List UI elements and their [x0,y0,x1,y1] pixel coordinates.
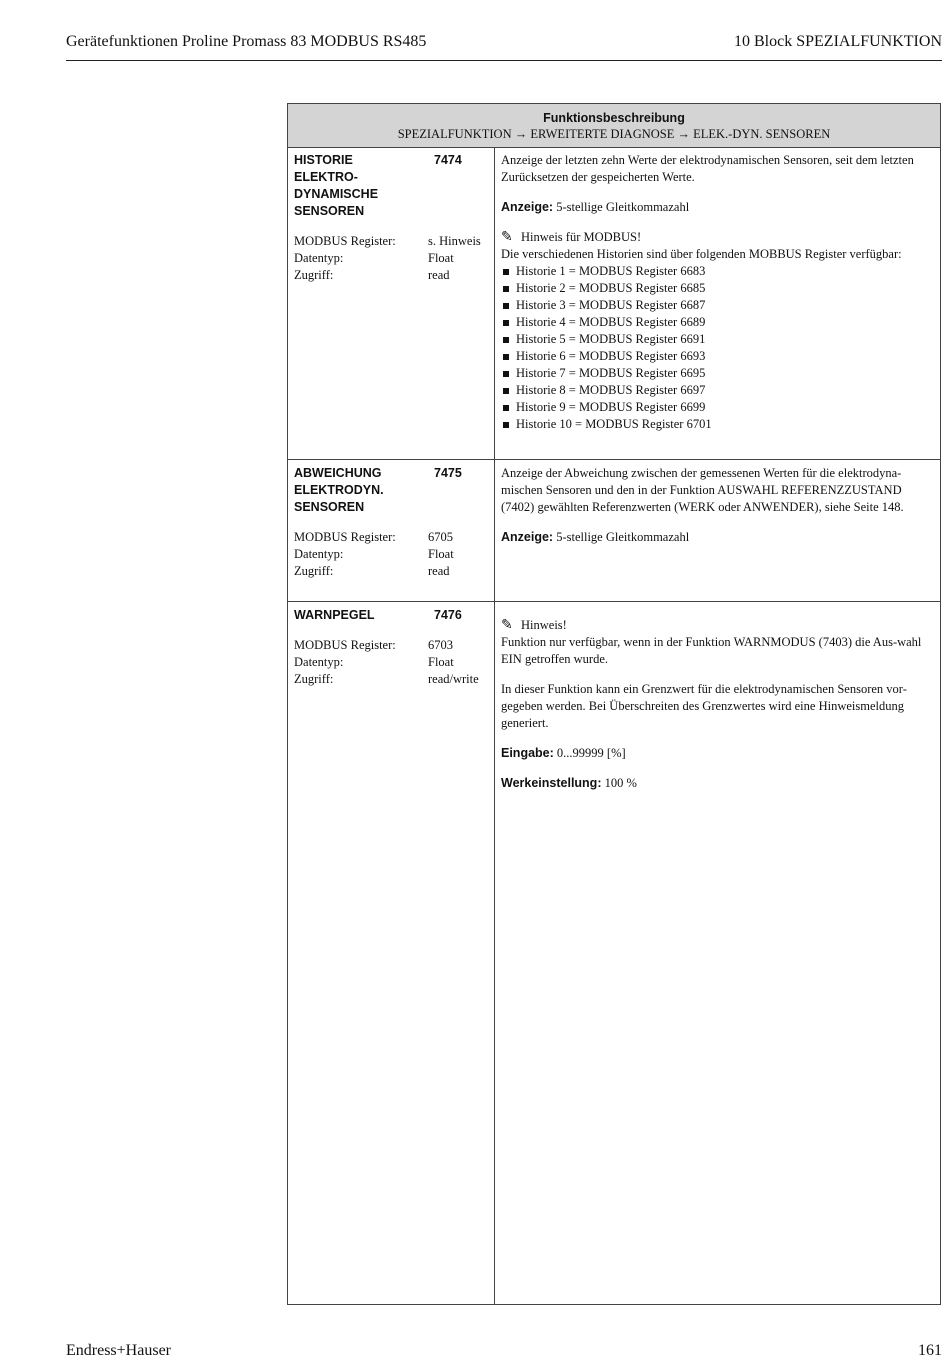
column-divider [494,148,495,1304]
header-rule [66,60,942,61]
default-value: 100 % [604,776,637,790]
param-name-line: WARNPEGEL [294,608,375,622]
description: Anzeige der Abweichung zwischen der gemessenen Werten für die elektrodyna-mischen Sensoren und den in der Funktion AUSWAHL REFERENZZUSTAND (7402) gewählten Referenzwerten (WERK oder ANWENDER), siehe Seite 148. [501,466,904,514]
datatype-label: Datentyp: [294,655,344,669]
display-value: 5-stellige Gleitkommazahl [556,530,690,544]
row-7474-meta [294,152,490,284]
footer-brand: Endress+Hauser [66,1342,171,1359]
row-7474-description [501,152,933,433]
display-label: Anzeige: [501,530,554,544]
datatype-value: Float [428,655,454,669]
param-name-line: ABWEICHUNG [294,466,382,480]
page-number: 161 [918,1342,942,1359]
table-menu-path: SPEZIALFUNKTION → ERWEITERTE DIAGNOSE → ELEK.-DYN. SENSOREN [397,127,831,141]
row-7476-meta [294,607,490,688]
header-title: Gerätefunktionen Proline Promass 83 MODBUS RS485 [66,33,427,50]
row-7476-description [501,617,933,792]
list-item: Historie 4 = MODBUS Register 6689 [501,314,933,331]
datatype-value: Float [428,547,454,561]
param-name-line: HISTORIE [294,153,353,167]
row-7475-description [501,465,933,546]
list-item: Historie 1 = MODBUS Register 6683 [501,263,933,280]
register-value: 6703 [428,638,453,652]
note-text: Die verschiedenen Historien sind über folgenden MOBBUS Register verfügbar: [501,247,902,261]
access-value: read [428,268,450,282]
register-label: MODBUS Register: [294,530,396,544]
list-item: Historie 3 = MODBUS Register 6687 [501,297,933,314]
datatype-value: Float [428,251,454,265]
datatype-label: Datentyp: [294,251,344,265]
param-number: 7476 [434,608,462,622]
access-value: read/write [428,672,479,686]
list-item: Historie 9 = MODBUS Register 6699 [501,399,933,416]
param-name-line: SENSOREN [294,204,365,218]
param-number: 7474 [434,153,462,167]
param-name-line: ELEKTRO- [294,170,358,184]
list-item: Historie 10 = MODBUS Register 6701 [501,416,933,433]
list-item: Historie 5 = MODBUS Register 6691 [501,331,933,348]
table-header [288,104,940,148]
pencil-note-icon: ✎ [501,618,513,633]
param-name-line: DYNAMISCHE [294,187,379,201]
display-label: Anzeige: [501,200,554,214]
list-item: Historie 7 = MODBUS Register 6695 [501,365,933,382]
register-label: MODBUS Register: [294,638,396,652]
display-value: 5-stellige Gleitkommazahl [556,200,690,214]
description: In dieser Funktion kann ein Grenzwert für die elektrodynamischen Sensoren vor-gegeben werden. Bei Überschreiten des Grenzwertes wird eine Hinweismeldung generiert. [501,682,907,730]
row-divider [288,459,940,460]
list-item: Historie 2 = MODBUS Register 6685 [501,280,933,297]
note-text: Funktion nur verfügbar, wenn in der Funktion WARNMODUS (7403) die Aus-wahl EIN getroffen wurde. [501,635,922,666]
datatype-label: Datentyp: [294,547,344,561]
input-value: 0...99999 [%] [556,746,626,760]
note-title: Hinweis! [521,618,567,632]
access-label: Zugriff: [294,672,334,686]
list-item: Historie 8 = MODBUS Register 6697 [501,382,933,399]
param-name-line: ELEKTRODYN. [294,483,384,497]
param-name-line: SENSOREN [294,500,365,514]
list-item: Historie 6 = MODBUS Register 6693 [501,348,933,365]
access-label: Zugriff: [294,268,334,282]
default-label: Werkeinstellung: [501,776,602,790]
history-list [501,263,933,433]
pencil-note-icon: ✎ [501,230,513,245]
register-label: MODBUS Register: [294,234,396,248]
input-label: Eingabe: [501,746,554,760]
row-divider [288,601,940,602]
row-7475-meta [294,465,490,580]
table-heading: Funktionsbeschreibung [543,111,685,125]
note-title: Hinweis für MODBUS! [521,230,642,244]
access-value: read [428,564,450,578]
param-number: 7475 [434,466,462,480]
register-value: s. Hinweis [428,234,481,248]
header-section: 10 Block SPEZIALFUNKTION [734,33,942,50]
register-value: 6705 [428,530,453,544]
function-table [287,103,941,1305]
description: Anzeige der letzten zehn Werte der elektrodynamischen Sensoren, seit dem letzten Zurücksetzen der gespeicherten Werte. [501,153,914,184]
access-label: Zugriff: [294,564,334,578]
